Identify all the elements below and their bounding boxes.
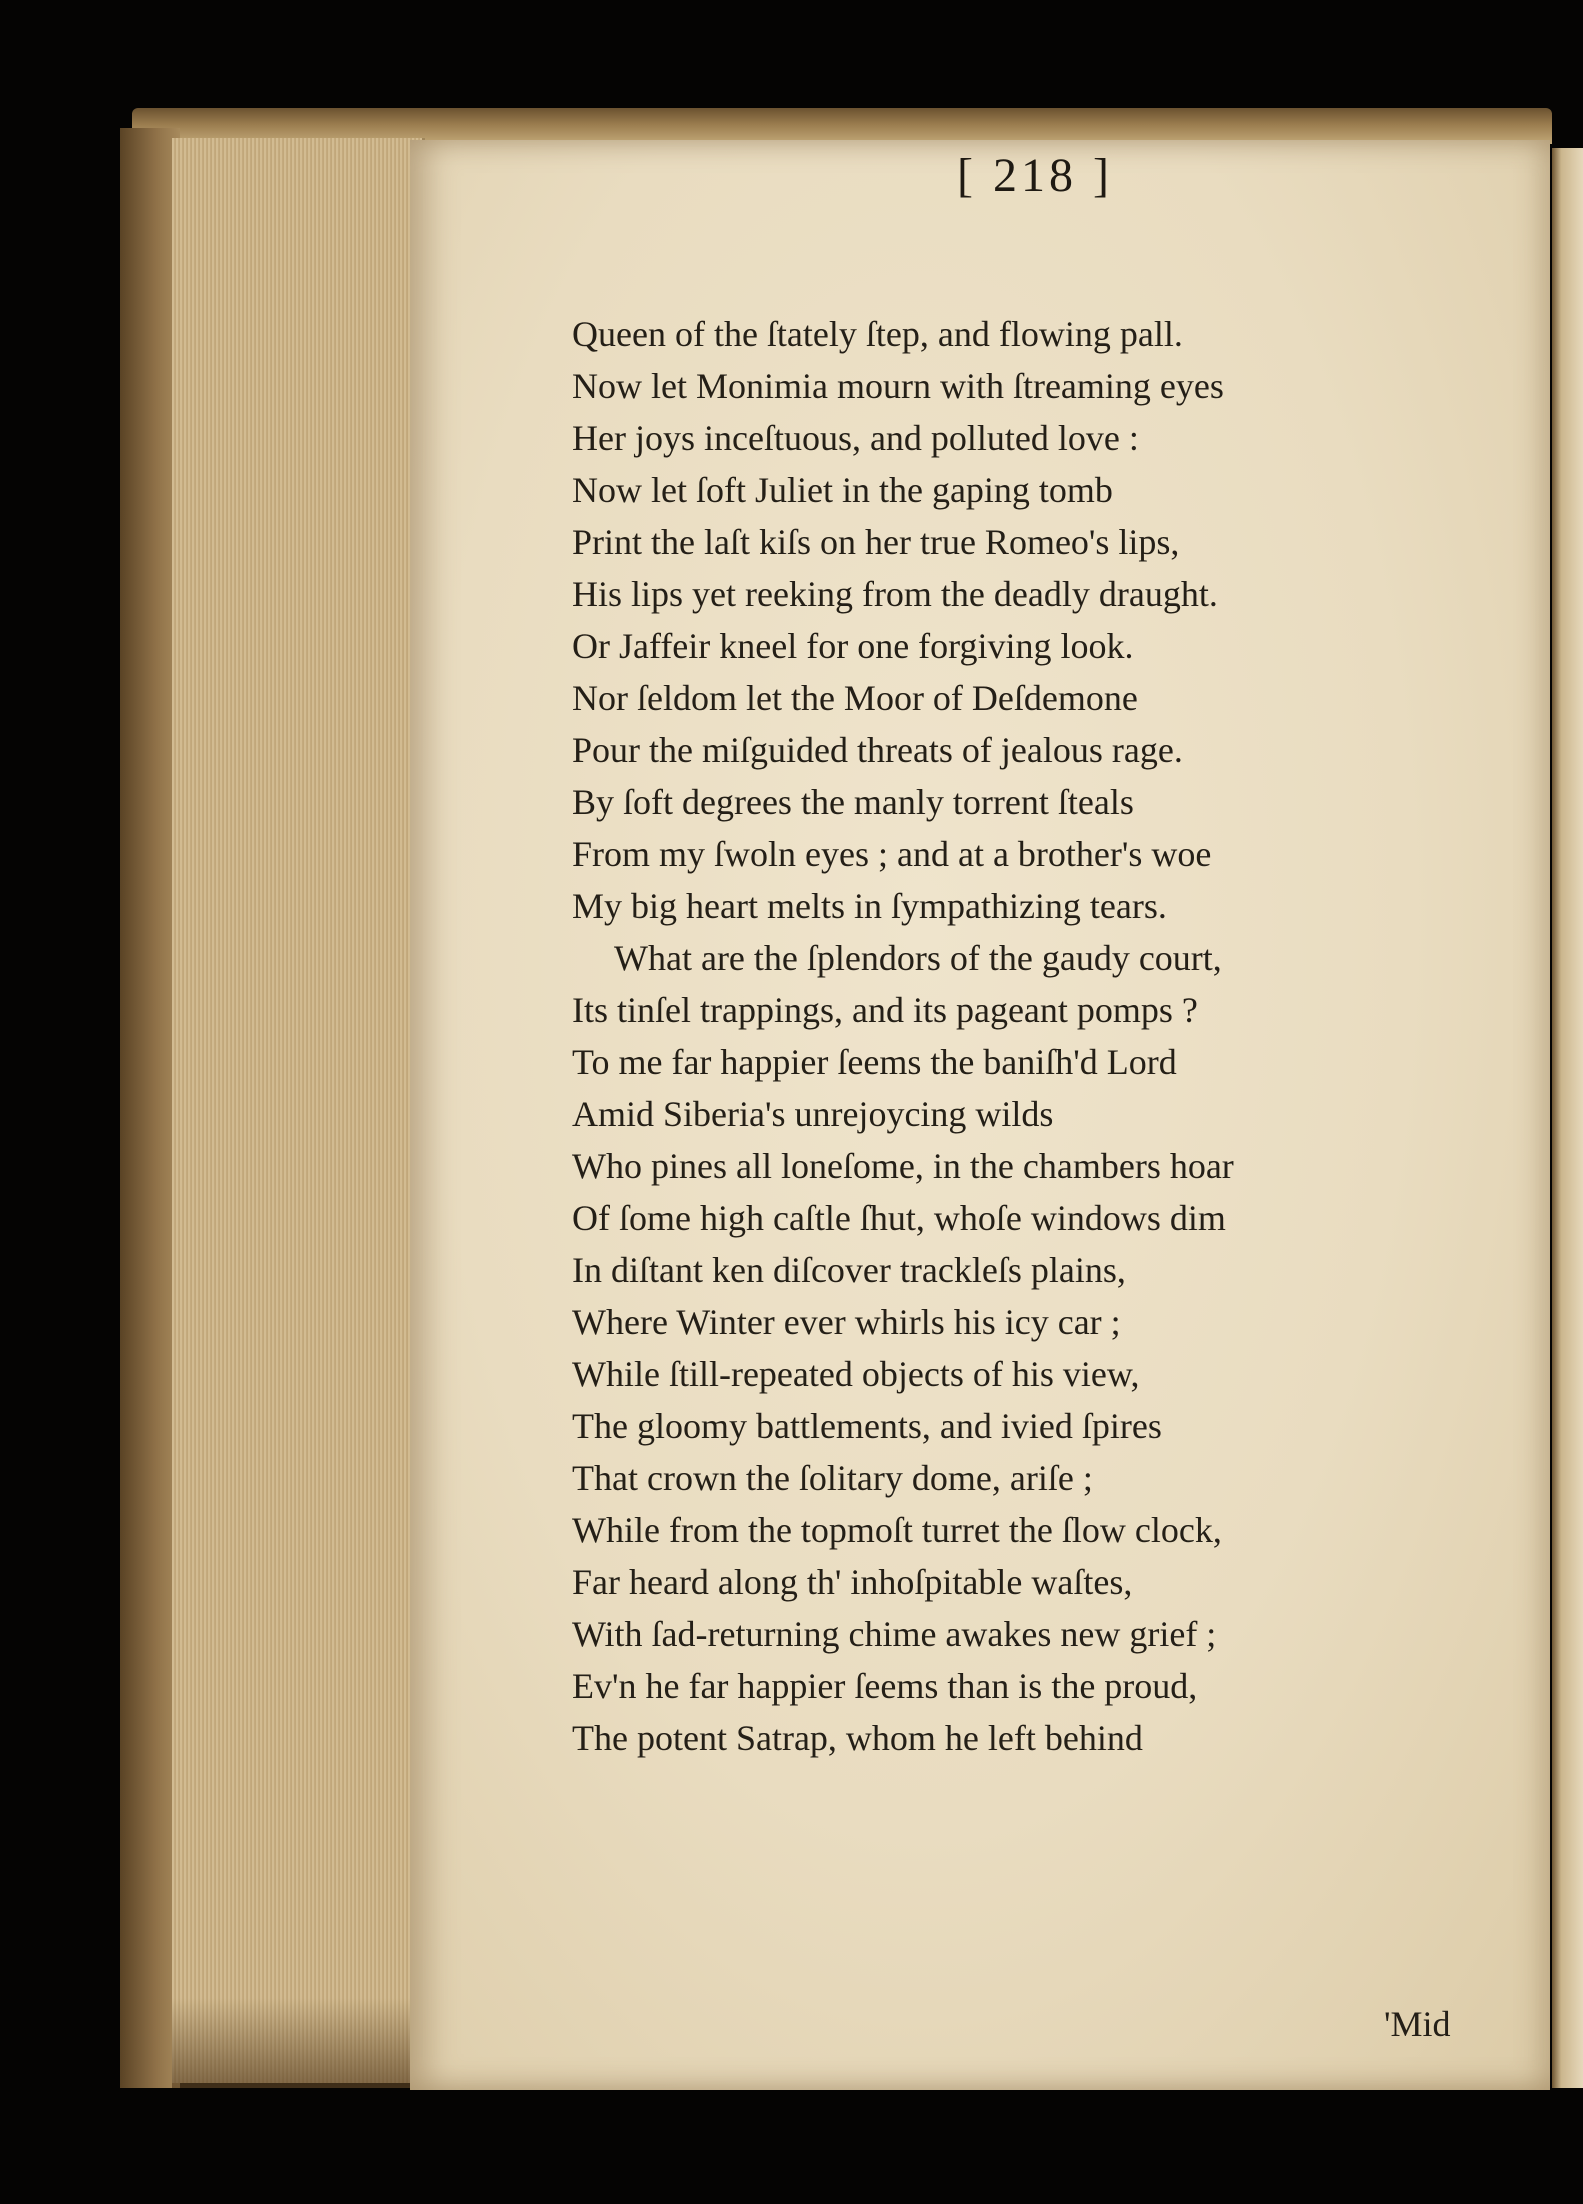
poem-line: Pour the miſguided threats of jealous rage. [572,730,1183,770]
poem-line: The potent Satrap, whom he left behind [572,1718,1143,1758]
poem-line: Her joys inceſtuous, and polluted love : [572,418,1139,458]
poem-line: Ev'n he far happier ſeems than is the proud, [572,1666,1198,1706]
poem-line: Its tinſel trappings, and its pageant pomps ? [572,990,1198,1030]
poem-line: Of ſome high caſtle ſhut, whoſe windows dim [572,1198,1226,1238]
poem-line: Amid Siberia's unrejoycing wilds [572,1094,1054,1134]
poem-line: Queen of the ſtately ſtep, and flowing pall. [572,314,1183,354]
poem-line: By ſoft degrees the manly torrent ſteals [572,782,1134,822]
poem-line: Or Jaffeir kneel for one forgiving look. [572,626,1134,666]
poem-line: Now let ſoft Juliet in the gaping tomb [572,470,1113,510]
poem-line: Now let Monimia mourn with ſtreaming eyes [572,366,1224,406]
poem-line: In diſtant ken diſcover trackleſs plains, [572,1250,1126,1290]
poem-line: His lips yet reeking from the deadly draught. [572,574,1218,614]
poem-text [572,308,1352,1764]
page-block-shadow [172,1998,432,2088]
poem-line: Print the laſt kiſs on her true Romeo's lips, [572,522,1180,562]
poem-line: That crown the ſolitary dome, ariſe ; [572,1458,1093,1498]
page-number: [ 218 ] [957,149,1113,202]
catchword: 'Mid [1384,2004,1451,2044]
poem-line: While from the topmoſt turret the ſlow clock, [572,1510,1222,1550]
poem-line: From my ſwoln eyes ; and at a brother's woe [572,834,1212,874]
page-block-edges [172,138,425,2083]
poem-line: With ſad-returning chime awakes new grief ; [572,1614,1217,1654]
poem-line: Far heard along th' inhoſpitable waſtes, [572,1562,1133,1602]
poem-line: To me far happier ſeems the baniſh'd Lord [572,1042,1177,1082]
poem-line: Nor ſeldom let the Moor of Deſdemone [572,678,1138,718]
poem-line: The gloomy battlements, and ivied ſpires [572,1406,1162,1446]
facing-page-edge [1552,148,1583,2088]
book-cover-left [120,128,180,2088]
poem-line: Where Winter ever whirls his icy car ; [572,1302,1121,1342]
poem-line: Who pines all loneſome, in the chambers hoar [572,1146,1234,1186]
poem-line: My big heart melts in ſympathizing tears. [572,886,1167,926]
poem-line: What are the ſplendors of the gaudy court, [614,938,1222,978]
poem-line: While ſtill-repeated objects of his view, [572,1354,1140,1394]
